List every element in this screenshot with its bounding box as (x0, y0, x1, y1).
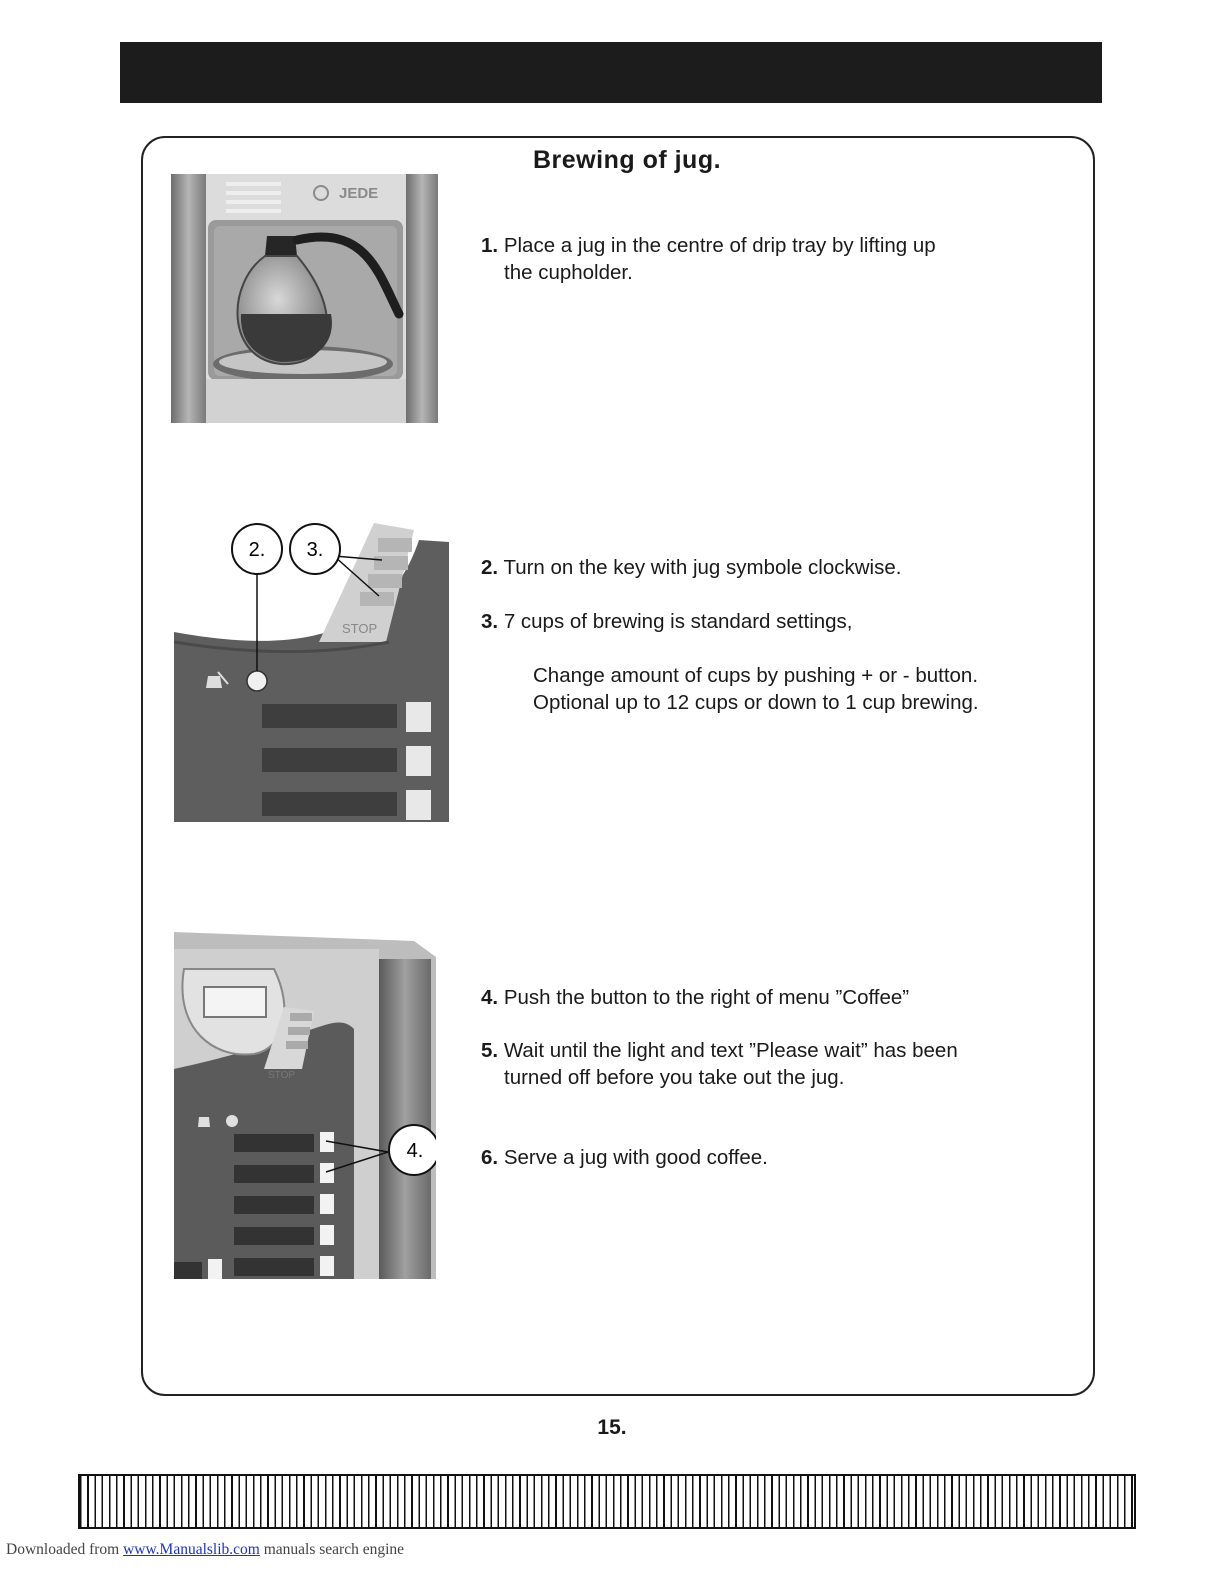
step-number: 6. (481, 1146, 499, 1169)
callout-4-label: 4. (406, 1140, 424, 1162)
step-6 (481, 1144, 768, 1171)
page-title: Brewing of jug. (533, 146, 722, 174)
step-4 (481, 984, 909, 1011)
jug-machine-image (171, 174, 438, 423)
step-number: 1. (481, 234, 499, 257)
step-3-note-1: Change amount of cups by pushing + or - button. (533, 664, 979, 687)
step-5 (481, 1037, 958, 1091)
step-number: 2. (481, 556, 499, 579)
callout-2-label: 2. (248, 539, 266, 561)
step-text-continued: the cupholder. (504, 261, 633, 284)
step-text: Wait until the light and text ”Please wait” has been (503, 1039, 958, 1062)
footer-stripe-bar (78, 1474, 1136, 1529)
step-text: 7 cups of brewing is standard settings, (503, 610, 853, 633)
stop-label: STOP (268, 1070, 296, 1081)
step-3 (481, 608, 853, 635)
step-number: 3. (481, 610, 499, 633)
stop-label: STOP (342, 621, 378, 636)
step-text: Turn on the key with jug symbole clockwise. (503, 556, 902, 579)
footer-suffix: manuals search engine (263, 1541, 405, 1558)
step-3-note-2: Optional up to 12 cups or down to 1 cup brewing. (533, 691, 979, 714)
step-text-continued: turned off before you take out the jug. (504, 1066, 845, 1089)
step-number: 5. (481, 1039, 499, 1062)
step-number: 4. (481, 986, 499, 1009)
jug-key (247, 671, 267, 691)
callout-3-label: 3. (306, 539, 324, 561)
jug-icon (198, 1117, 210, 1127)
brand-logo: JEDE (339, 185, 379, 202)
step-text: Place a jug in the centre of drip tray by lifting up (503, 234, 936, 257)
manualslib-link[interactable]: www.Manualslib.com (123, 1541, 260, 1558)
step-1 (481, 232, 936, 286)
header-bar (120, 42, 1102, 103)
step-text: Push the button to the right of menu ”Coffee” (503, 986, 910, 1009)
step-text: Serve a jug with good coffee. (503, 1146, 768, 1169)
footer-prefix: Downloaded from (6, 1541, 120, 1558)
download-footer (6, 1541, 404, 1559)
button-panel-image (174, 929, 436, 1279)
info-icon (226, 1115, 238, 1127)
control-panel-image (174, 520, 449, 822)
step-2 (481, 554, 901, 581)
page-number: 15. (597, 1416, 627, 1439)
